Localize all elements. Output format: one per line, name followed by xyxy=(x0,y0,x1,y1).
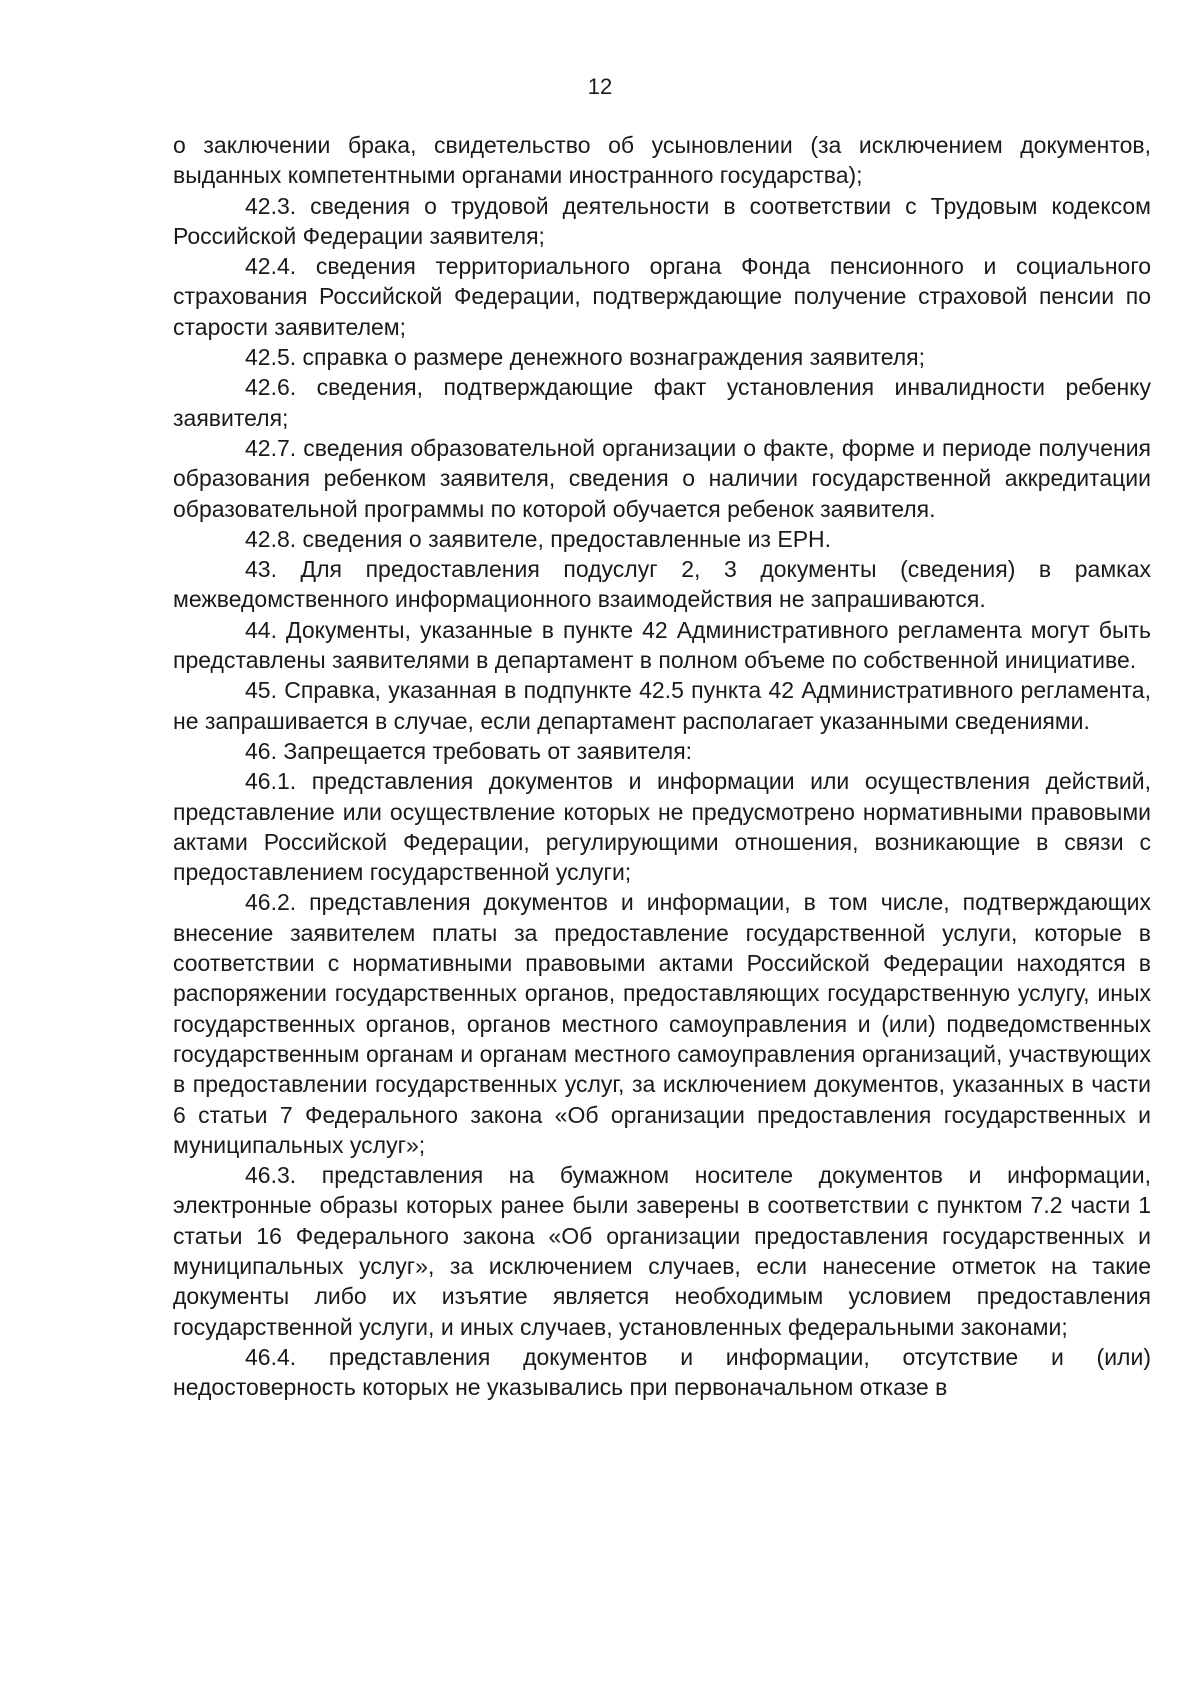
paragraph-44: 44. Документы, указанные в пункте 42 Административного регламента могут быть представлены заявителями в департамент в полном объеме по собственной инициативе. xyxy=(173,616,1151,674)
paragraph-45: 45. Справка, указанная в подпункте 42.5 пункта 42 Административного регламента, не запрашивается в случае, если департамент располагает указанными сведениями. xyxy=(173,677,1151,734)
paragraph-46-3: 46.3. представления на бумажном носителе документов и информации, электронные образы которых ранее были заверены в соответствии с пунктом 7.2 части 1 статьи 16 Федерального закона «Об организации предоставления государственных и муниципальных услуг», за исключением случаев, если нанесение отметок на такие документы либо их изъятие является необходимым условием предоставления государственной услуги, и иных случаев, установленных федеральными законами; xyxy=(173,1162,1151,1340)
paragraph-42-4: 42.4. сведения территориального органа Фонда пенсионного и социального страхования Российской Федерации, подтверждающие получение страховой пенсии по старости заявителем; xyxy=(173,253,1151,340)
paragraph-42-8: 42.8. сведения о заявителе, предоставленные из ЕРН. xyxy=(245,525,832,552)
paragraph-46-4: 46.4. представления документов и информации, отсутствие и (или) недостоверность которых не указывались при первоначальном отказе в xyxy=(173,1343,1151,1401)
paragraph-42-6: 42.6. сведения, подтверждающие факт установления инвалидности ребенку заявителя; xyxy=(173,374,1151,431)
paragraph-46: 46. Запрещается требовать от заявителя: xyxy=(245,737,693,764)
paragraph-continuation: о заключении брака, свидетельство об усыновлении (за исключением документов, выданных компетентными органами иностранного государства); xyxy=(173,132,1151,189)
paragraph-42-7: 42.7. сведения образовательной организации о факте, форме и периоде получения образования ребенком заявителя, сведения о наличии государственной аккредитации образовательной программы по которой обучается ребенок заявителя. xyxy=(173,434,1151,522)
page-number: 12 xyxy=(587,74,613,99)
paragraph-46-1: 46.1. представления документов и информации или осуществления действий, представление или осуществление которых не предусмотрено нормативными правовыми актами Российской Федерации, регулирующими отношения, возникающие в связи с предоставлением государственной услуги; xyxy=(173,768,1151,886)
document-body xyxy=(173,130,1151,1402)
paragraph-43: 43. Для предоставления подуслуг 2, 3 документы (сведения) в рамках межведомственного информационного взаимодействия не запрашиваются. xyxy=(173,556,1151,613)
paragraph-46-2: 46.2. представления документов и информации, в том числе, подтверждающих внесение заявителем платы за предоставление государственной услуги, которые в соответствии с нормативными правовыми актами Российской Федерации находятся в распоряжении государственных органов, предоставляющих государственную услугу, иных государственных органов, органов местного самоуправления и (или) подведомственных государственным органам и органам местного самоуправления организаций, участвующих в предоставлении государственных услуг, за исключением документов, указанных в части 6 статьи 7 Федерального закона «Об организации предоставления государственных и муниципальных услуг»; xyxy=(173,889,1151,1158)
paragraph-42-5: 42.5. справка о размере денежного вознаграждения заявителя; xyxy=(245,344,925,371)
paragraph-42-3: 42.3. сведения о трудовой деятельности в соответствии с Трудовым кодексом Российской Федерации заявителя; xyxy=(173,192,1151,249)
